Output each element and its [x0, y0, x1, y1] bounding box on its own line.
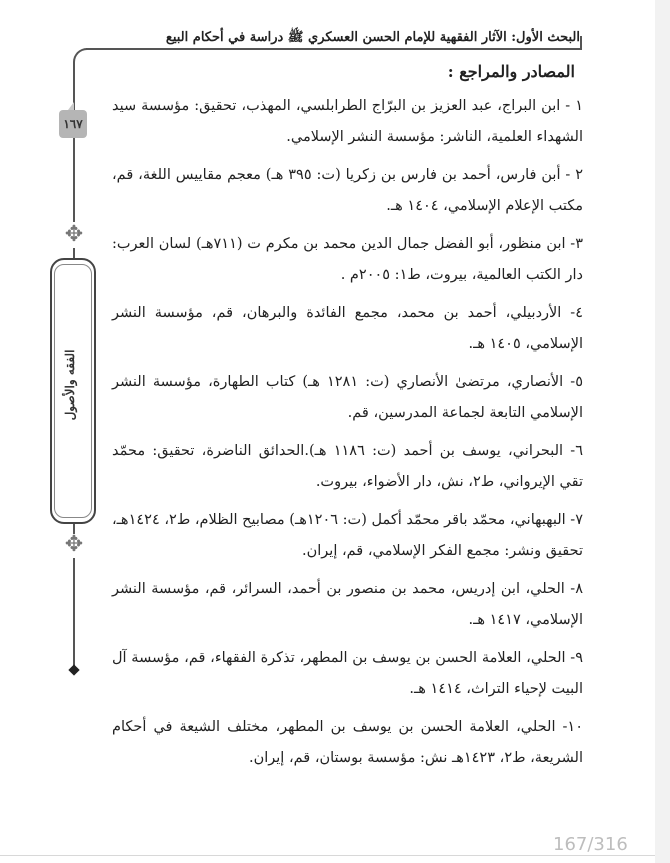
- section-label: الفقه والأصول: [63, 349, 77, 421]
- frame-line-lower: [73, 558, 75, 668]
- page-bottom-edge: [0, 855, 655, 856]
- ornament-icon: ✥: [64, 532, 84, 557]
- page-tab-fold: [68, 102, 74, 110]
- frame-line-upper: [73, 138, 75, 222]
- running-header: البحث الأول: الآثار الفقهية للإمام الحسن العسكري ﷺ دراسة في أحكام البيع: [165, 30, 580, 45]
- reference-item: ٤- الأردبيلي، أحمد بن محمد، مجمع الفائدة والبرهان، قم، مؤسسة النشر الإسلامي، ١٤٠٥ هـ.: [112, 305, 583, 352]
- frame-end-diamond-icon: [68, 664, 79, 675]
- reference-item: ٣- ابن منظور، أبو الفضل جمال الدين محمد بن مكرم ت (٧١١هـ) لسان العرب: دار الكتب العالمية، بيروت، ط١: ٢٠٠٥م .: [112, 236, 583, 283]
- reference-item: ٨- الحلي، ابن إدريس، محمد بن منصور بن أحمد، السرائر، قم، مؤسسة النشر الإسلامي، ١٤١٧ هـ.: [112, 581, 583, 628]
- reference-item: ٢ - أبن فارس، أحمد بن فارس بن زكريا (ت: ٣٩٥ هـ) معجم مقاييس اللغة، قم، مكتب الإعلام الإسلامي، ١٤٠٤ هـ.: [112, 167, 583, 214]
- reference-item: ٩- الحلي، العلامة الحسن بن يوسف بن المطهر، تذكرة الفقهاء، قم، مؤسسة آل البيت لإحياء التراث، ١٤١٤ هـ.: [112, 650, 583, 697]
- reference-item: ٦- البحراني، يوسف بن أحمد (ت: ١١٨٦ هـ).الحدائق الناضرة، تحقيق: محمّد تقي الإيرواني، ط٢، نش، دار الأضواء، بيروت.: [112, 443, 583, 490]
- page-counter: 167/316: [553, 834, 628, 855]
- reference-item: ١ - ابن البراج، عبد العزيز بن البرّاج الطرابلسي، المهذب، تحقيق: مؤسسة سيد الشهداء العلمية، الناشر: مؤسسة النشر الإسلامي.: [112, 98, 583, 145]
- reference-item: ١٠- الحلي، العلامة الحسن بن يوسف بن المطهر، مختلف الشيعة في أحكام الشريعة، ط٢، ١٤٢٣هـ نش: مؤسسة بوستان، قم، إيران.: [112, 719, 583, 766]
- section-title: المصادر والمراجع :: [447, 62, 575, 81]
- reference-item: ٧- البهبهاني، محمّد باقر محمّد أكمل (ت: ١٢٠٦هـ) مصابيح الظلام، ط٢، ١٤٢٤هـ، تحقيق ونشر: مجمع الفكر الإسلامي، قم، إيران.: [112, 512, 583, 559]
- frame-corner: [73, 48, 91, 66]
- references-section: [112, 62, 583, 781]
- header-rule: [86, 48, 582, 50]
- header-rule-tick: [580, 36, 582, 50]
- page-number-tab: ١٦٧: [59, 110, 87, 138]
- ornament-icon: ✥: [64, 222, 84, 247]
- frame-line-upper-joint: [73, 248, 75, 258]
- reference-item: ٥- الأنصاري، مرتضىٰ الأنصاري (ت: ١٢٨١ هـ) كتاب الطهارة، مؤسسة النشر الإسلامي التابعة لجماعة المدرسين، قم.: [112, 374, 584, 421]
